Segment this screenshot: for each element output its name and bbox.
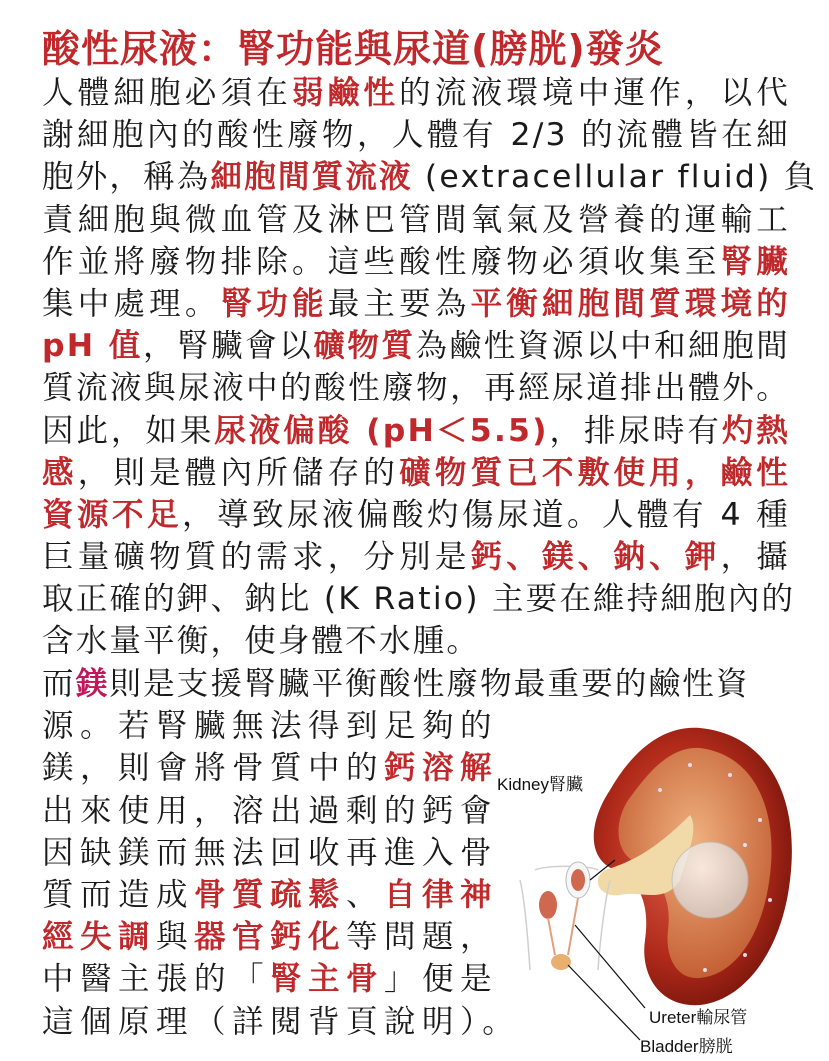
small-kidney-left xyxy=(539,891,557,919)
text-line: 質流液與尿液中的酸性廢物，再經尿道排出體外。 xyxy=(42,370,790,407)
text-line: 責細胞與微血管及淋巴管間氧氣及營養的運輸工 xyxy=(42,201,790,238)
magnifier-sphere xyxy=(672,842,748,918)
text-line: 中醫主張的「腎主骨」便是 xyxy=(42,961,499,998)
kidney-label: Kidney腎臟 xyxy=(497,775,583,794)
text-line: 因缺鎂而無法回收再進入骨 xyxy=(42,834,499,871)
text-line: 源。若腎臟無法得到足夠的 xyxy=(42,708,499,745)
text-line: pH 值，腎臟會以礦物質為鹼性資源以中和細胞間 xyxy=(42,328,790,365)
text-line: 胞外，稱為細胞間質流液 (extracellular fluid) 負 xyxy=(42,159,818,196)
bladder-leader xyxy=(568,965,640,1040)
text-line: 因此，如果尿液偏酸 (pH＜5.5)，排尿時有灼熱 xyxy=(42,412,790,449)
text-line: 資源不足，導致尿液偏酸灼傷尿道。人體有 4 種 xyxy=(42,496,790,533)
text-line: 質而造成骨質疏鬆、自律神 xyxy=(42,876,499,913)
text-line: 作並將廢物排除。這些酸性廢物必須收集至腎臟 xyxy=(42,243,790,280)
small-bladder xyxy=(551,954,571,970)
body-figure xyxy=(520,866,610,970)
page-title: 酸性尿液：腎功能與尿道(膀胱)發炎 xyxy=(42,27,664,71)
text-line: 而鎂則是支援腎臟平衡酸性廢物最重要的鹼性資 xyxy=(42,666,750,702)
text-line: 含水量平衡，使身體不水腫。 xyxy=(42,623,481,660)
text-line: 人體細胞必須在弱鹼性的流液環境中運作，以代 xyxy=(42,75,790,111)
text-line: 謝細胞內的酸性廢物，人體有 2/3 的流體皆在細 xyxy=(42,117,790,154)
text-line: 出來使用，溶出過剩的鈣會 xyxy=(42,792,499,829)
text-line: 經失調與器官鈣化等問題， xyxy=(42,919,499,956)
text-line: 感，則是體內所儲存的礦物質已不敷使用，鹼性 xyxy=(42,454,790,491)
text-line: 鎂，則會將骨質中的鈣溶解 xyxy=(42,750,499,787)
text-line: 集中處理。腎功能最主要為平衡細胞間質環境的 xyxy=(42,285,790,322)
bladder-label: Bladder膀胱 xyxy=(640,1037,733,1056)
ureter-label: Ureter輸尿管 xyxy=(649,1008,748,1027)
text-line: 這個原理（詳閱背頁說明）。 xyxy=(42,1003,521,1040)
text-line: 巨量礦物質的需求，分別是鈣、鎂、鈉、鉀，攝 xyxy=(42,539,790,576)
text-line: 取正確的鉀、鈉比 (K Ratio) 主要在維持細胞內的 xyxy=(42,581,796,618)
